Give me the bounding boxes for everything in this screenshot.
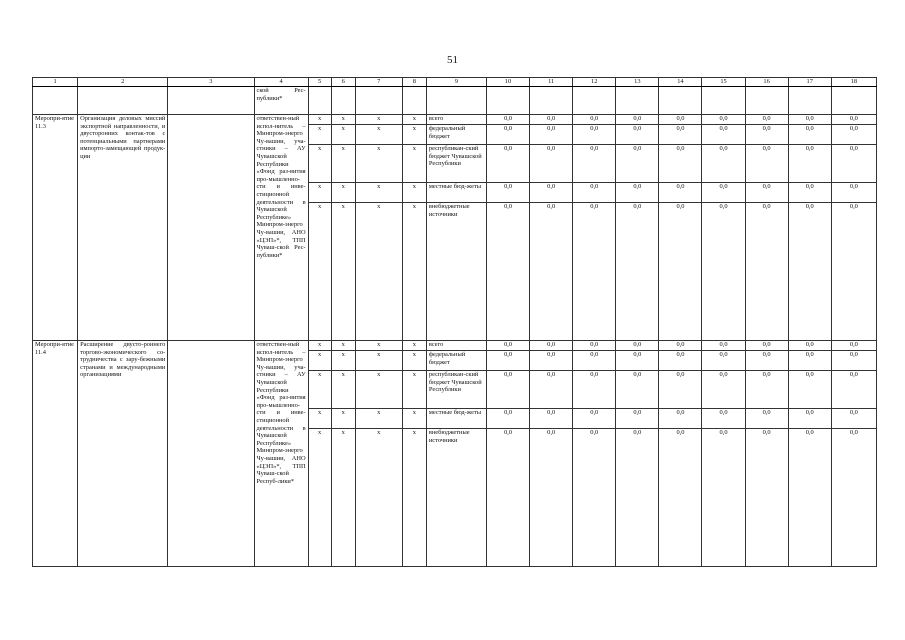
value-cell: 0,0 [487, 183, 530, 203]
code-cell: x [355, 371, 402, 409]
column-header: 6 [331, 78, 355, 87]
code-cell: x [331, 341, 355, 351]
budget-table [32, 77, 877, 567]
code-cell: x [355, 203, 402, 341]
value-cell: 0,0 [831, 409, 876, 429]
column-header: 7 [355, 78, 402, 87]
code-cell: x [331, 203, 355, 341]
code-cell: x [308, 341, 331, 351]
code-cell: x [355, 351, 402, 371]
value-cell: 0,0 [702, 351, 745, 371]
funding-source: всего [426, 341, 486, 351]
code-cell: x [402, 429, 426, 567]
value-cell: 0,0 [831, 351, 876, 371]
value-cell: 0,0 [831, 125, 876, 145]
code-cell: x [331, 429, 355, 567]
code-cell: x [402, 351, 426, 371]
value-cell: 0,0 [616, 145, 659, 183]
value-cell: 0,0 [745, 409, 788, 429]
value-cell: 0,0 [788, 203, 831, 341]
value-cell: 0,0 [530, 341, 573, 351]
value-cell: 0,0 [659, 409, 702, 429]
value-cell: 0,0 [788, 351, 831, 371]
measure-name: Организация деловых миссий экспортной направленности, и двусторонних контак-тов с потенциальными партнерами импорто-замещающей продук-ции [78, 115, 168, 341]
column-header: 14 [659, 78, 702, 87]
column-number-row [33, 78, 877, 87]
value-cell: 0,0 [616, 341, 659, 351]
funding-source: федеральный бюджет [426, 351, 486, 371]
code-cell: x [331, 409, 355, 429]
value-cell: 0,0 [702, 371, 745, 409]
value-cell: 0,0 [745, 429, 788, 567]
empty-cell [168, 341, 254, 567]
code-cell: x [402, 203, 426, 341]
continuation-row [33, 87, 877, 115]
value-cell: 0,0 [745, 341, 788, 351]
column-header: 13 [616, 78, 659, 87]
code-cell: x [402, 183, 426, 203]
value-cell: 0,0 [788, 409, 831, 429]
funding-source: внебюджетные источники [426, 203, 486, 341]
code-cell: x [308, 125, 331, 145]
code-cell: x [402, 341, 426, 351]
funding-source: местные бюд-жеты [426, 409, 486, 429]
value-cell: 0,0 [659, 341, 702, 351]
value-cell: 0,0 [616, 125, 659, 145]
value-cell: 0,0 [487, 145, 530, 183]
code-cell: x [308, 351, 331, 371]
value-cell: 0,0 [616, 429, 659, 567]
value-cell: 0,0 [745, 115, 788, 125]
value-cell: 0,0 [487, 409, 530, 429]
value-cell: 0,0 [487, 125, 530, 145]
value-cell: 0,0 [616, 409, 659, 429]
column-header: 5 [308, 78, 331, 87]
code-cell: x [355, 409, 402, 429]
value-cell: 0,0 [702, 203, 745, 341]
column-header: 8 [402, 78, 426, 87]
value-cell: 0,0 [788, 183, 831, 203]
value-cell: 0,0 [530, 145, 573, 183]
column-header: 11 [530, 78, 573, 87]
value-cell: 0,0 [573, 409, 616, 429]
table-row [33, 341, 877, 351]
value-cell: 0,0 [702, 429, 745, 567]
value-cell: 0,0 [659, 145, 702, 183]
code-cell: x [402, 409, 426, 429]
code-cell: x [331, 145, 355, 183]
value-cell: 0,0 [530, 115, 573, 125]
value-cell: 0,0 [831, 183, 876, 203]
value-cell: 0,0 [702, 341, 745, 351]
code-cell: x [308, 203, 331, 341]
code-cell: x [355, 429, 402, 567]
code-cell: x [331, 351, 355, 371]
continuation-executor: ской Рес-публики* [254, 87, 308, 115]
funding-source: республикан-ский бюджет Чувашской Республики [426, 371, 486, 409]
table-row [33, 115, 877, 125]
value-cell: 0,0 [659, 351, 702, 371]
value-cell: 0,0 [702, 409, 745, 429]
measure-code: Меропри-ятие 11.3 [33, 115, 78, 341]
value-cell: 0,0 [745, 351, 788, 371]
value-cell: 0,0 [788, 145, 831, 183]
measure-code: Меропри-ятие 11.4 [33, 341, 78, 567]
value-cell: 0,0 [745, 183, 788, 203]
column-header: 15 [702, 78, 745, 87]
code-cell: x [355, 341, 402, 351]
column-header: 10 [487, 78, 530, 87]
code-cell: x [402, 115, 426, 125]
funding-source: внебюджетные источники [426, 429, 486, 567]
value-cell: 0,0 [530, 351, 573, 371]
value-cell: 0,0 [788, 371, 831, 409]
value-cell: 0,0 [573, 203, 616, 341]
value-cell: 0,0 [530, 125, 573, 145]
value-cell: 0,0 [745, 371, 788, 409]
code-cell: x [331, 125, 355, 145]
code-cell: x [308, 115, 331, 125]
code-cell: x [331, 371, 355, 409]
value-cell: 0,0 [530, 429, 573, 567]
value-cell: 0,0 [530, 183, 573, 203]
value-cell: 0,0 [831, 203, 876, 341]
value-cell: 0,0 [702, 125, 745, 145]
column-header: 3 [168, 78, 254, 87]
value-cell: 0,0 [616, 115, 659, 125]
value-cell: 0,0 [487, 429, 530, 567]
measure-name: Расширение двусто-роннего торгово-экономического со-трудничества с зару-бежными странами и международными организациями [78, 341, 168, 567]
empty-cell [168, 115, 254, 341]
value-cell: 0,0 [788, 341, 831, 351]
code-cell: x [355, 183, 402, 203]
funding-source: федеральный бюджет [426, 125, 486, 145]
code-cell: x [331, 115, 355, 125]
value-cell: 0,0 [659, 429, 702, 567]
funding-source: местные бюд-жеты [426, 183, 486, 203]
value-cell: 0,0 [573, 429, 616, 567]
value-cell: 0,0 [487, 351, 530, 371]
code-cell: x [402, 125, 426, 145]
value-cell: 0,0 [659, 371, 702, 409]
column-header: 9 [426, 78, 486, 87]
value-cell: 0,0 [573, 145, 616, 183]
code-cell: x [402, 145, 426, 183]
value-cell: 0,0 [573, 351, 616, 371]
value-cell: 0,0 [487, 203, 530, 341]
code-cell: x [308, 371, 331, 409]
value-cell: 0,0 [831, 145, 876, 183]
value-cell: 0,0 [788, 125, 831, 145]
measure-executor: ответствен-ный испол-нитель – Минпром-энерго Чу-вашии, уча-стники – АУ Чувашской Республики «Фонд раз-вития про-мышленно-сти и инве-стиционной деятельности в Чувашской Республике» Минпром-энерго Чу-вашии, АНО «ЦЭП»*, ТПП Чуваш-ской Рес-публики* [254, 115, 308, 341]
value-cell: 0,0 [831, 371, 876, 409]
value-cell: 0,0 [616, 183, 659, 203]
code-cell: x [308, 145, 331, 183]
value-cell: 0,0 [702, 145, 745, 183]
column-header: 16 [745, 78, 788, 87]
code-cell: x [355, 115, 402, 125]
page-number: 51 [447, 54, 458, 66]
value-cell: 0,0 [616, 203, 659, 341]
value-cell: 0,0 [831, 429, 876, 567]
code-cell: x [308, 429, 331, 567]
value-cell: 0,0 [745, 125, 788, 145]
code-cell: x [355, 125, 402, 145]
code-cell: x [402, 371, 426, 409]
value-cell: 0,0 [745, 145, 788, 183]
measure-executor: ответствен-ный испол-нитель – Минпром-энерго Чу-вашии, уча-стники – АУ Чувашской Республики «Фонд раз-вития про-мышленно-сти и инве-стиционной деятельности в Чувашской Республике» Минпром-энерго Чу-вашии, АНО «ЦЭП»*, ТПП Чуваш-ской Респуб-лики* [254, 341, 308, 567]
value-cell: 0,0 [702, 115, 745, 125]
value-cell: 0,0 [745, 203, 788, 341]
value-cell: 0,0 [573, 125, 616, 145]
value-cell: 0,0 [616, 351, 659, 371]
value-cell: 0,0 [487, 341, 530, 351]
value-cell: 0,0 [659, 115, 702, 125]
value-cell: 0,0 [788, 115, 831, 125]
column-header: 1 [33, 78, 78, 87]
value-cell: 0,0 [530, 409, 573, 429]
column-header: 2 [78, 78, 168, 87]
value-cell: 0,0 [573, 183, 616, 203]
column-header: 4 [254, 78, 308, 87]
value-cell: 0,0 [573, 371, 616, 409]
value-cell: 0,0 [831, 115, 876, 125]
column-header: 12 [573, 78, 616, 87]
column-header: 17 [788, 78, 831, 87]
value-cell: 0,0 [573, 341, 616, 351]
value-cell: 0,0 [487, 371, 530, 409]
value-cell: 0,0 [659, 183, 702, 203]
value-cell: 0,0 [831, 341, 876, 351]
funding-source: всего [426, 115, 486, 125]
value-cell: 0,0 [487, 115, 530, 125]
value-cell: 0,0 [788, 429, 831, 567]
code-cell: x [308, 183, 331, 203]
funding-source: республикан-ский бюджет Чувашской Республики [426, 145, 486, 183]
value-cell: 0,0 [616, 371, 659, 409]
column-header: 18 [831, 78, 876, 87]
value-cell: 0,0 [659, 203, 702, 341]
value-cell: 0,0 [659, 125, 702, 145]
value-cell: 0,0 [530, 203, 573, 341]
value-cell: 0,0 [573, 115, 616, 125]
value-cell: 0,0 [530, 371, 573, 409]
code-cell: x [355, 145, 402, 183]
value-cell: 0,0 [702, 183, 745, 203]
code-cell: x [308, 409, 331, 429]
code-cell: x [331, 183, 355, 203]
